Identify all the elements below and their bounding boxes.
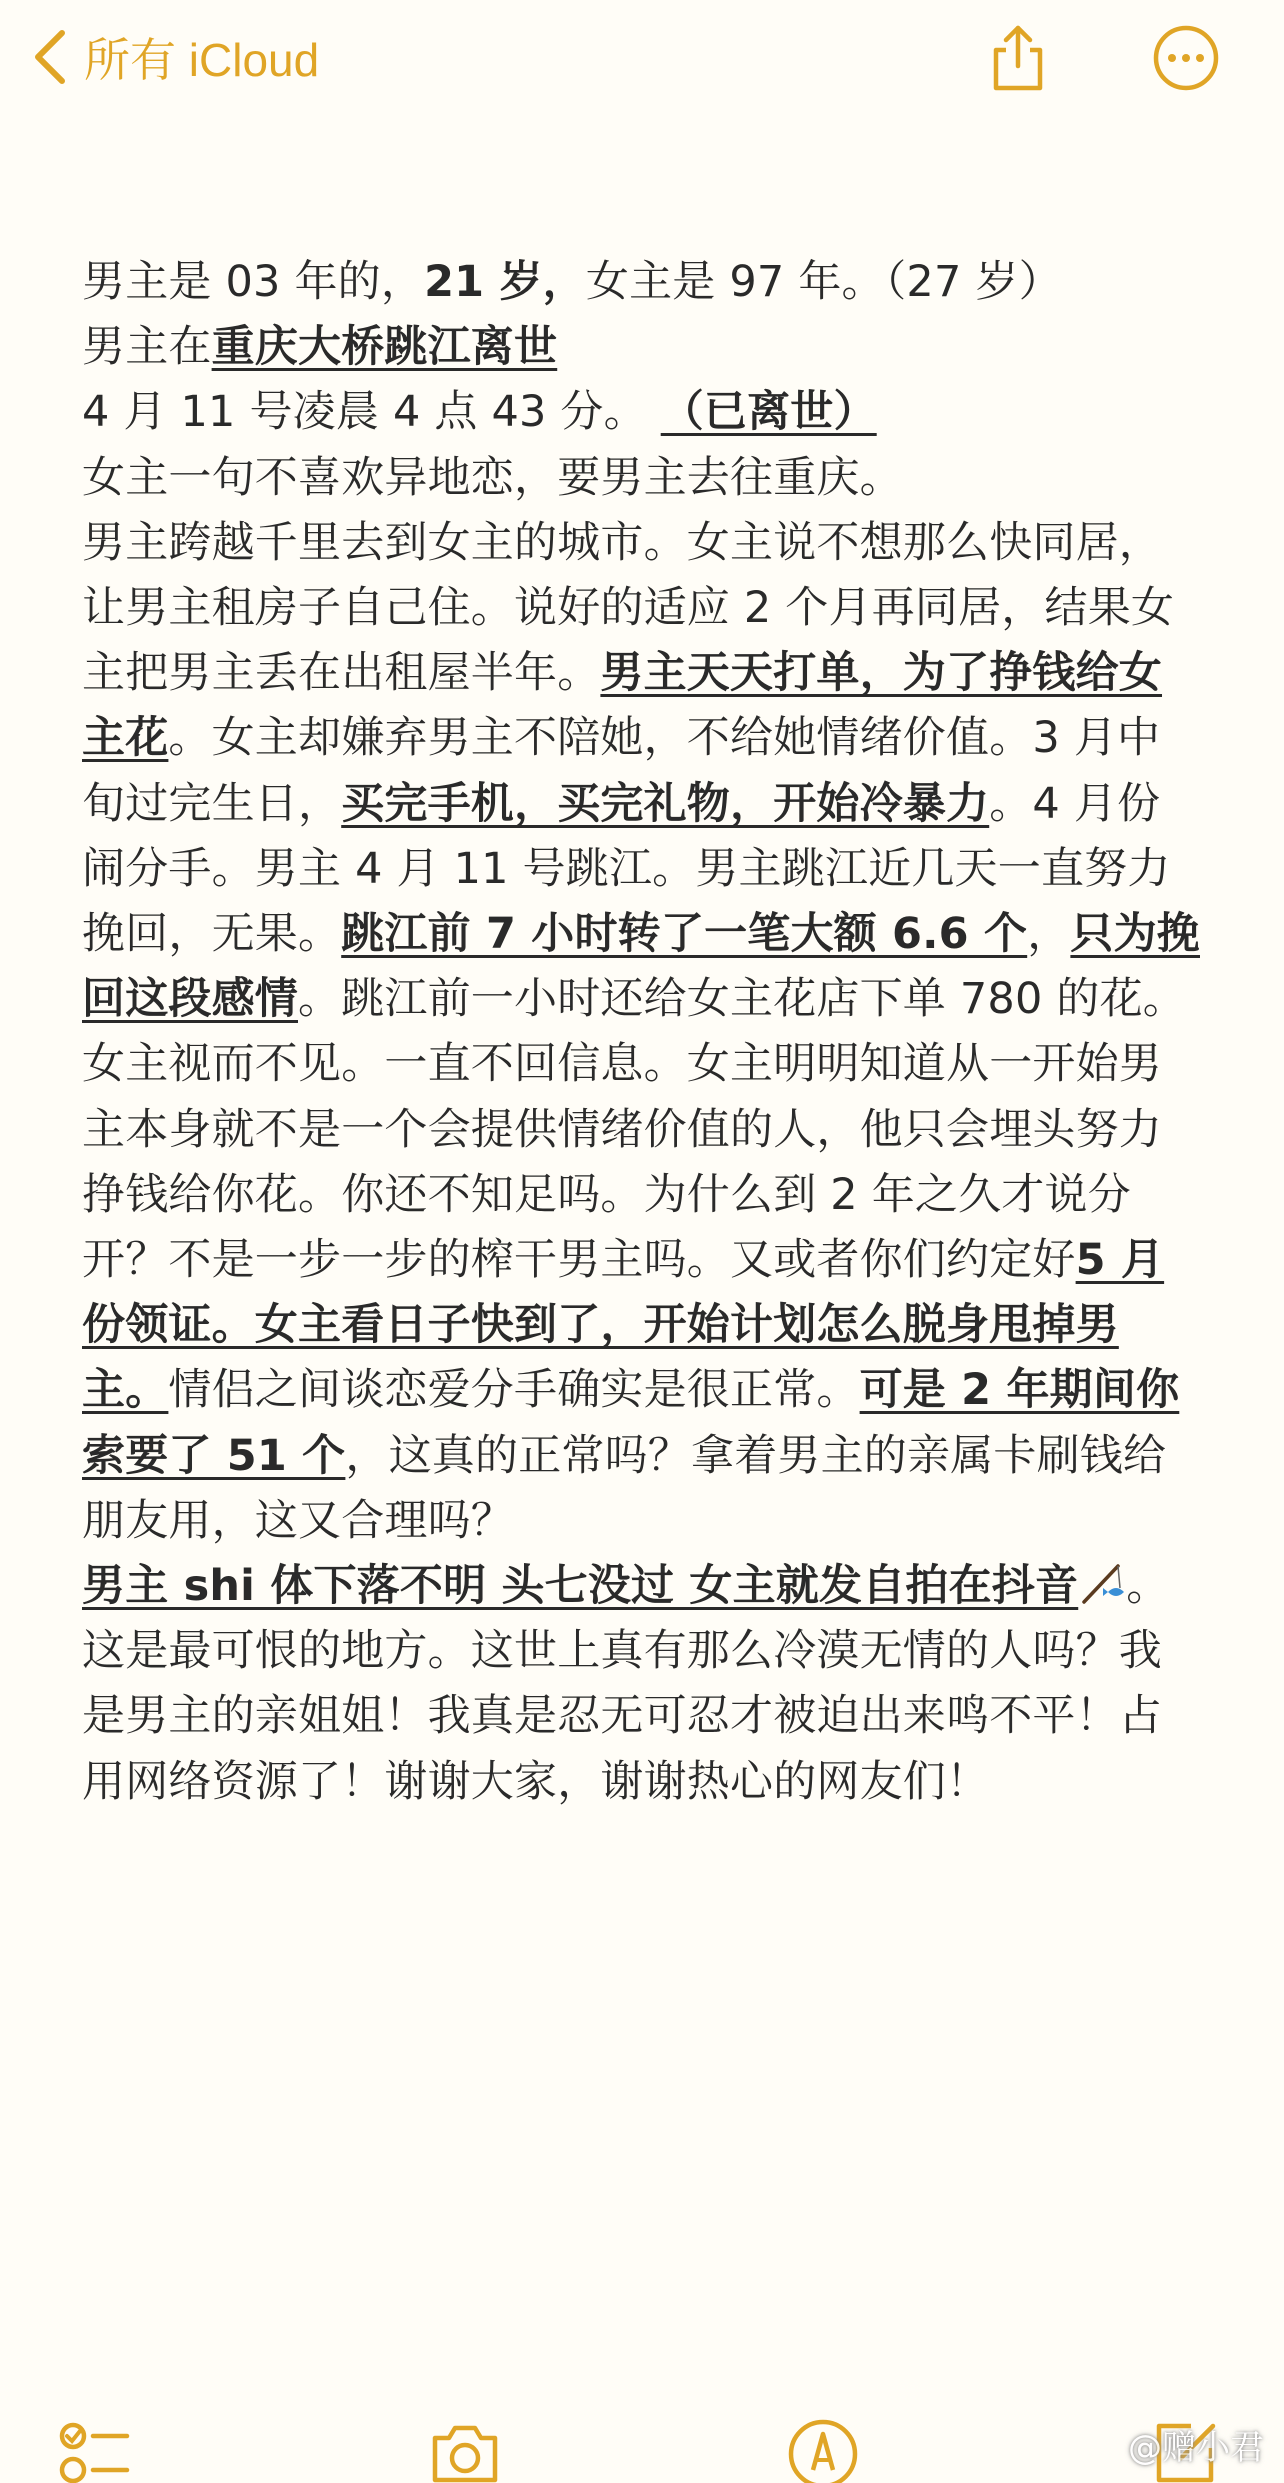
note-highlight-text: （已离世） — [660, 387, 877, 438]
note-text: 。这是最可恨的地方。这世上真有那么冷漠无情的人吗？我是男主的亲姐姐！我真是忍无可忍才被迫出来鸣不平！占用网络资源了！谢谢大家，谢谢热心的网友们！ — [82, 1561, 1170, 1807]
markup-pen-icon — [785, 2414, 861, 2483]
note-text: 女主是 97 年。（27 岁） — [585, 257, 1062, 307]
fishing-pole-emoji — [1078, 1562, 1126, 1606]
ellipsis-circle-icon — [1150, 22, 1222, 94]
chevron-left-icon — [30, 27, 70, 87]
note-text: 男主跨越千里去到女主的城市。女主说不想那么快同居，让男主租房子自己住。说好的适应 2 个月再同居，结果女主把男主丢在出租屋半年。 — [82, 517, 1175, 699]
note-text: 。女主却嫌弃男主不陪她，不给她情绪价值。3 月中旬过完生日， — [82, 713, 1161, 829]
note-bold-text: 21 岁， — [424, 257, 586, 307]
note-text: 情侣之间谈恋爱分手确实是很正常。 — [168, 1365, 860, 1416]
bottom-toolbar — [0, 2400, 1284, 2483]
note-text: 女主一句不喜欢异地恋，要男主去往重庆。 — [82, 452, 903, 503]
watermark: @赠小君 — [1128, 2428, 1264, 2468]
note-text: ，这真的正常吗？拿着男主的亲属卡刷钱给朋友用，这又合理吗？ — [82, 1430, 1167, 1546]
checklist-button[interactable] — [50, 2414, 140, 2483]
note-highlight-text: 买完手机，买完礼物，开始冷暴力 — [341, 778, 990, 829]
navigation-bar — [0, 0, 1284, 130]
back-button[interactable] — [30, 22, 319, 92]
note-paragraph — [82, 511, 1202, 1554]
note-text: 男主是 03 年的， — [82, 257, 425, 307]
note-paragraph — [82, 380, 1202, 445]
note-highlight-text: 可是 2 年期间你索要了 51 个 — [82, 1365, 1180, 1481]
note-paragraph — [82, 250, 1202, 315]
camera-button[interactable] — [420, 2414, 510, 2483]
camera-icon — [427, 2414, 503, 2483]
note-paragraph — [82, 1554, 1202, 1815]
note-text: 4 月 11 号凌晨 4 点 43 分。 — [82, 387, 661, 438]
note-highlight-text: 男主天天打单，为了挣钱给女主花 — [82, 648, 1163, 764]
note-text: ， — [1027, 909, 1071, 960]
checklist-icon — [57, 2414, 133, 2483]
note-highlight-text: 只为挽回这段感情 — [82, 909, 1200, 1025]
note-body[interactable] — [82, 250, 1202, 1815]
share-button[interactable] — [978, 18, 1058, 98]
note-paragraph — [82, 446, 1202, 511]
note-text: 男主在 — [82, 322, 212, 373]
note-paragraph — [82, 315, 1202, 380]
note-highlight-text: 重庆大桥跳江离世 — [211, 322, 558, 373]
share-icon — [982, 22, 1054, 94]
back-button-label: 所有 iCloud — [84, 34, 320, 86]
more-button[interactable] — [1146, 18, 1226, 98]
markup-button[interactable] — [778, 2414, 868, 2483]
note-highlight-text: 男主 shi 体下落不明 头七没过 女主就发自拍在抖音 — [82, 1561, 1079, 1612]
note-text: 。跳江前一小时还给女主花店下单 780 的花。女主视而不见。一直不回信息。女主明明知道从一开始男主本身就不是一个会提供情绪价值的人，他只会埋头努力挣钱给你花。你还不知足吗。为什么到 2 年之久才说分开？不是一步一步的榨干男主吗。又或者你们约定好 — [82, 974, 1187, 1286]
note-highlight-text: 跳江前 7 小时转了一笔大额 6.6 个 — [341, 909, 1028, 960]
note-highlight-text: 5 月份领证。女主看日子快到了，开始计划怎么脱身甩掉男主。 — [82, 1235, 1165, 1416]
note-text: 。4 月份闹分手。男主 4 月 11 号跳江。男主跳江近几天一直努力挽回，无果。 — [82, 778, 1171, 960]
